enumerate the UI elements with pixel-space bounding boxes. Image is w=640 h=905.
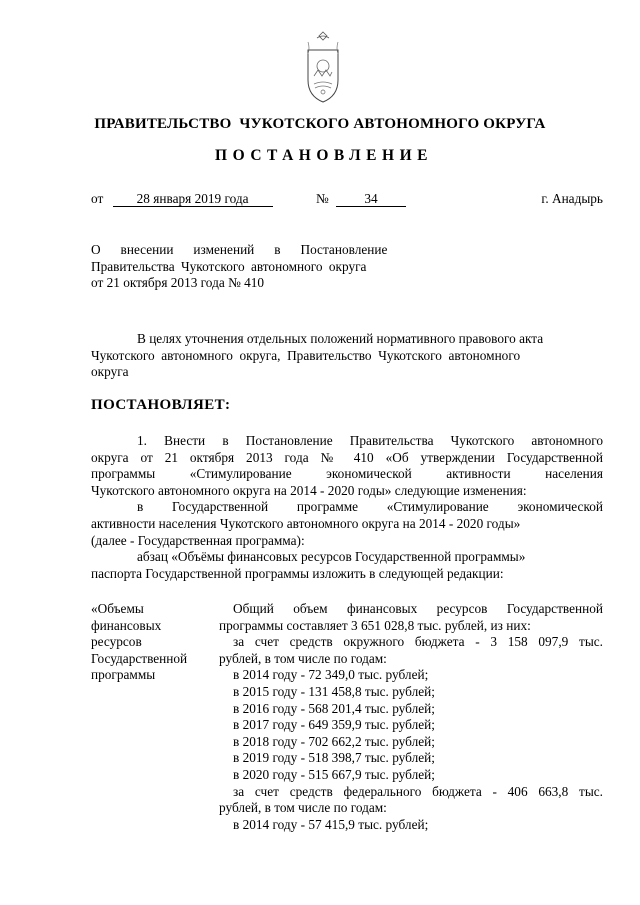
passport-content-line: в 2014 году - 57 415,9 тыс. рублей; (233, 816, 429, 832)
body-line: в Государственной программе «Стимулирование экономической (137, 499, 603, 515)
passport-label-line: финансовых (91, 617, 162, 633)
number-prefix: № (316, 191, 329, 206)
decree-body (91, 433, 603, 582)
date-prefix: от (91, 191, 104, 206)
passport-content-line: за счет средств окружного бюджета - 3 158 097,9 тыс. (233, 634, 603, 650)
passport-content-line: в 2018 году - 702 662,2 тыс. рублей; (233, 733, 435, 749)
passport-label-line: программы (91, 667, 156, 683)
passport-content-cell (219, 601, 603, 833)
city-name: г. Анадырь (541, 191, 603, 206)
document-subject (91, 242, 413, 292)
preamble (91, 331, 603, 381)
passport-content-line: рублей, в том числе по годам: (219, 650, 387, 666)
document-type-title: ПОСТАНОВЛЕНИЕ (215, 147, 433, 164)
body-line: паспорта Государственной программы изложить в следующей редакции: (91, 565, 504, 581)
date-field (91, 191, 273, 208)
passport-content-line: программы составляет 3 651 028,8 тыс. рублей, из них: (219, 617, 531, 633)
passport-label-line: ресурсов (91, 634, 142, 650)
passport-content-line: в 2016 году - 568 201,4 тыс. рублей; (233, 700, 435, 716)
passport-content-line: в 2020 году - 515 667,9 тыс. рублей; (233, 766, 435, 782)
body-line: программы «Стимулирование экономической активности населения (91, 466, 603, 482)
passport-content-line: рублей, в том числе по годам: (219, 800, 387, 816)
number-field (316, 191, 406, 208)
passport-content-line: в 2015 году - 131 458,8 тыс. рублей; (233, 683, 435, 699)
subject-line: О внесении изменений в Постановление (91, 242, 388, 257)
passport-content-line: в 2014 году - 72 349,0 тыс. рублей; (233, 667, 429, 683)
chukotka-coat-of-arms-icon (300, 26, 346, 108)
subject-line: Правительства Чукотского автономного округа (91, 258, 367, 274)
passport-label-line: «Объемы (91, 601, 144, 616)
decree-word: ПОСТАНОВЛЯЕТ: (91, 397, 231, 413)
body-line: абзац «Объёмы финансовых ресурсов Государственной программы» (137, 549, 526, 565)
passport-content-line: Общий объем финансовых ресурсов Государственной (233, 601, 603, 616)
body-line: Чукотского автономного округа на 2014 - 2020 годы» следующие изменения: (91, 482, 527, 498)
body-line: (далее - Государственная программа): (91, 532, 305, 548)
passport-content-line: в 2017 году - 649 359,9 тыс. рублей; (233, 717, 435, 733)
passport-content-line: за счет средств федерального бюджета - 406 663,8 тыс. (233, 783, 603, 799)
government-title: ПРАВИТЕЛЬСТВО ЧУКОТСКОГО АВТОНОМНОГО ОКРУГА (94, 116, 546, 132)
subject-line: от 21 октября 2013 года № 410 (91, 275, 265, 291)
body-line: округа от 21 октября 2013 года № 410 «Об утверждении Государственной (91, 449, 603, 465)
body-line: 1. Внести в Постановление Правительства Чукотского автономного (137, 433, 603, 448)
passport-content-line: в 2019 году - 518 398,7 тыс. рублей; (233, 750, 435, 766)
passport-label-line: Государственной (91, 650, 188, 666)
date-value: 28 января 2019 года (113, 191, 273, 207)
body-line: активности населения Чукотского автономного округа на 2014 - 2020 годы» (91, 515, 521, 531)
preamble-line: В целях уточнения отдельных положений нормативного правового акта (137, 331, 544, 346)
preamble-line: Чукотского автономного округа, Правительство Чукотского автономного (91, 347, 521, 363)
preamble-line: округа (91, 364, 129, 380)
number-value: 34 (336, 191, 406, 207)
passport-label-cell (91, 601, 219, 684)
